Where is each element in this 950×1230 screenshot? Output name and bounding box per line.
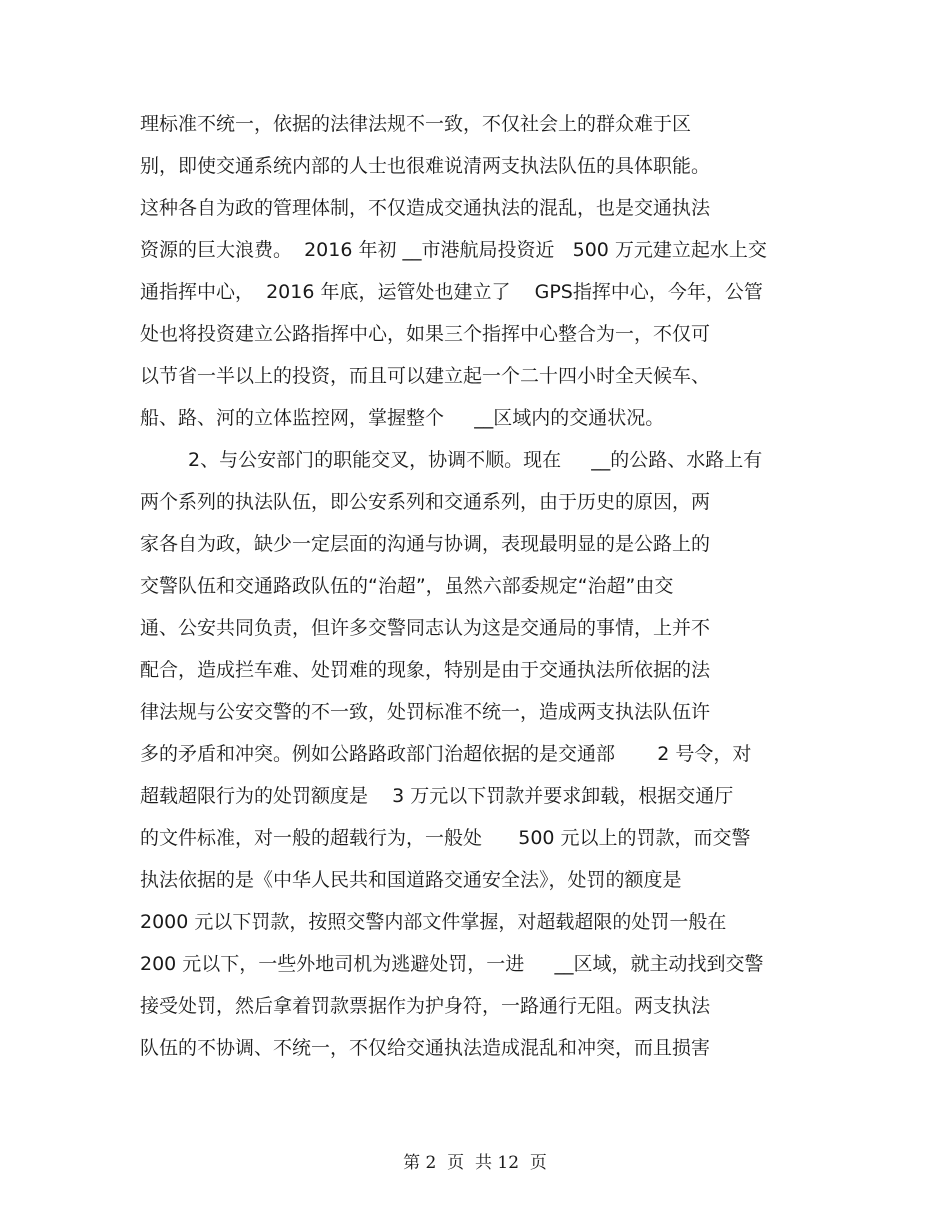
text-line: 多的矛盾和冲突。例如公路路政部门治超依据的是交通部 2 号令，对 xyxy=(140,743,752,765)
text-line: 交警队伍和交通路政队伍的“治超”，虽然六部委规定“治超”由交 xyxy=(140,575,674,597)
text-line: 200 元以下，一些外地司机为逃避处罚，一进 __区域，就主动找到交警 xyxy=(140,953,764,975)
text-line: 理标准不统一，依据的法律法规不一致，不仅社会上的群众难于区 xyxy=(140,113,692,135)
text-line: 以节省一半以上的投资，而且可以建立起一个二十四小时全天候车、 xyxy=(140,365,711,387)
text-line: 执法依据的是《中华人民共和国道路交通安全法》，处罚的额度是 xyxy=(140,869,682,891)
text-line: 资源的巨大浪费。 2016 年初 __市港航局投资近 500 万元建立起水上交 xyxy=(140,239,767,261)
text-line: 配合，造成拦车难、处罚难的现象，特别是由于交通执法所依据的法 xyxy=(140,659,711,681)
text-line: 处也将投资建立公路指挥中心，如果三个指挥中心整合为一，不仅可 xyxy=(140,323,711,345)
text-line: 这种各自为政的管理体制，不仅造成交通执法的混乱，也是交通执法 xyxy=(140,197,711,219)
text-line: 通、公安共同负责，但许多交警同志认为这是交通局的事情，上并不 xyxy=(140,617,711,639)
page-number-footer: 第 2 页 共 12 页 xyxy=(403,1153,547,1173)
text-line: 两个系列的执法队伍，即公安系列和交通系列，由于历史的原因，两 xyxy=(140,491,711,513)
text-line: 2000 元以下罚款，按照交警内部文件掌握，对超载超限的处罚一般在 xyxy=(140,911,727,933)
text-line: 船、路、河的立体监控网，掌握整个 __区域内的交通状况。 xyxy=(140,407,665,429)
text-line: 律法规与公安交警的不一致，处罚标准不统一，造成两支执法队伍许 xyxy=(140,701,711,723)
text-line: 别，即使交通系统内部的人士也很难说清两支执法队伍的具体职能。 xyxy=(140,155,711,177)
text-line: 接受处罚，然后拿着罚款票据作为护身符，一路通行无阻。两支执法 xyxy=(140,995,711,1017)
text-line: 家各自为政，缺少一定层面的沟通与协调，表现最明显的是公路上的 xyxy=(140,533,711,555)
text-line: 通指挥中心， 2016 年底，运管处也建立了 GPS指挥中心，今年，公管 xyxy=(140,281,763,303)
text-line: 的文件标准，对一般的超载行为，一般处 500 元以上的罚款，而交警 xyxy=(140,827,751,849)
text-line: 超载超限行为的处罚额度是 3 万元以下罚款并要求卸载，根据交通厅 xyxy=(140,785,734,807)
text-line: 队伍的不协调、不统一，不仅给交通执法造成混乱和冲突，而且损害 xyxy=(140,1037,711,1059)
paragraph-start-line: 2、与公安部门的职能交叉，协调不顺。现在 __的公路、水路上有 xyxy=(188,449,763,471)
